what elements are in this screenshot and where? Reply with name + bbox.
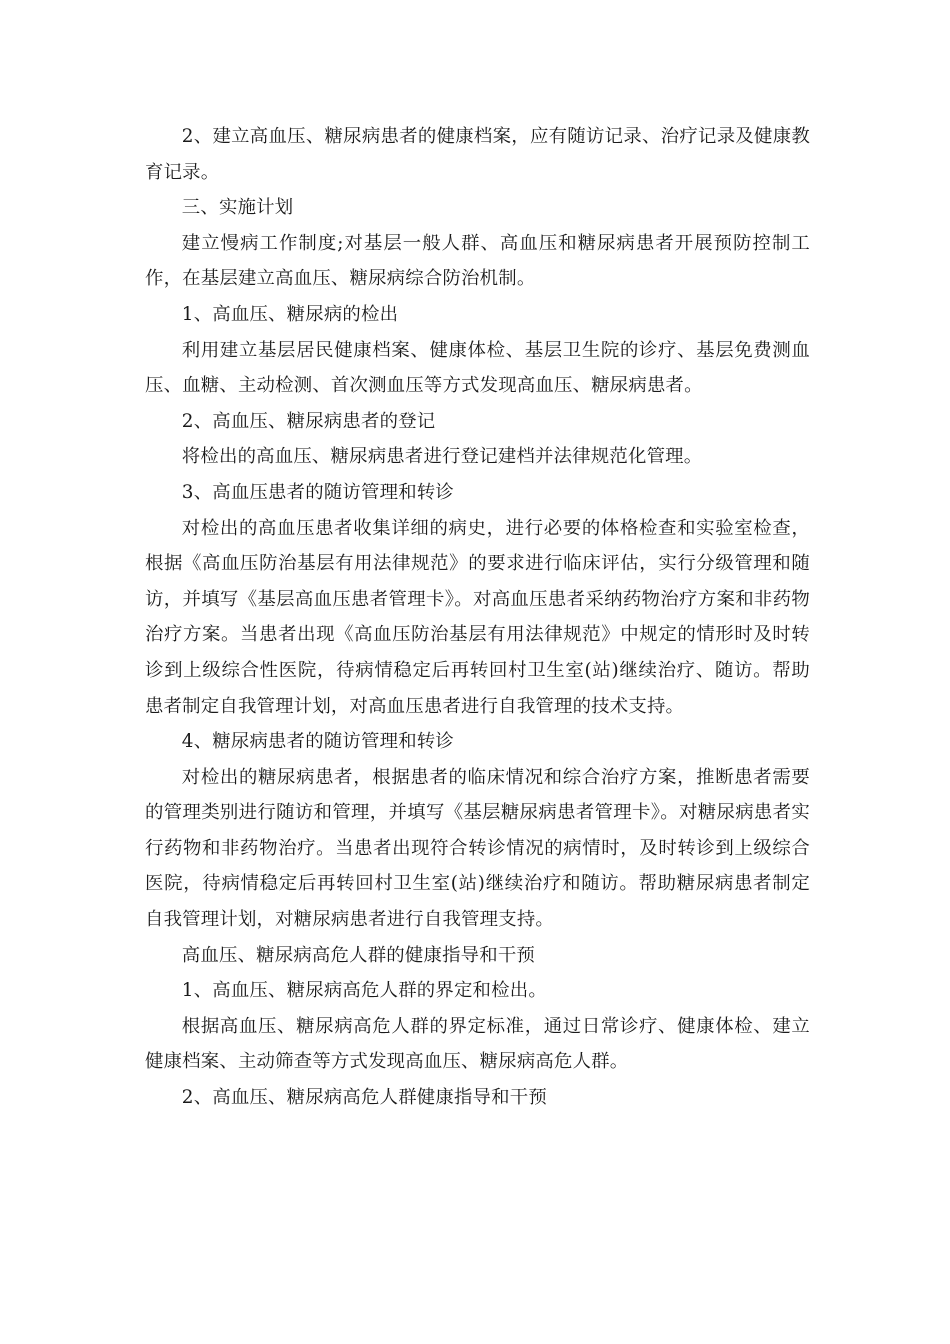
paragraph-work-system: 建立慢病工作制度;对基层一般人群、高血压和糖尿病患者开展预防控制工作，在基层建立高血压、糖尿病综合防治机制。 bbox=[145, 232, 810, 290]
heading-diabetes-followup: 4、糖尿病患者的随访管理和转诊 bbox=[181, 731, 454, 753]
heading-hypertension-followup: 3、高血压患者的随访管理和转诊 bbox=[181, 481, 454, 503]
paragraph-high-risk-detection: 根据高血压、糖尿病高危人群的界定标准，通过日常诊疗、健康体检、建立健康档案、主动筛查等方式发现高血压、糖尿病高危人群。 bbox=[145, 1015, 810, 1073]
paragraph-archive-records: 2、建立高血压、糖尿病患者的健康档案，应有随访记录、治疗记录及健康教育记录。 bbox=[145, 126, 810, 183]
heading-high-risk-definition: 1、高血压、糖尿病高危人群的界定和检出。 bbox=[181, 980, 547, 1002]
heading-implementation-plan: 三、实施计划 bbox=[181, 197, 294, 219]
heading-high-risk-intervention: 2、高血压、糖尿病高危人群健康指导和干预 bbox=[181, 1087, 547, 1109]
heading-high-risk-guidance: 高血压、糖尿病高危人群的健康指导和干预 bbox=[181, 944, 536, 966]
document-body bbox=[145, 119, 810, 1116]
paragraph-detection-methods: 利用建立基层居民健康档案、健康体检、基层卫生院的诊疗、基层免费测血压、血糖、主动检测、首次测血压等方式发现高血压、糖尿病患者。 bbox=[145, 339, 810, 397]
heading-detection: 1、高血压、糖尿病的检出 bbox=[181, 303, 399, 325]
paragraph-diabetes-followup: 对检出的糖尿病患者，根据患者的临床情况和综合治疗方案，推断患者需要的管理类别进行随访和管理，并填写《基层糖尿病患者管理卡》。对糖尿病患者实行药物和非药物治疗。当患者出现符合转诊情况的病情时，及时转诊到上级综合医院，待病情稳定后再转回村卫生室(站)继续治疗和随访。帮助糖尿病患者制定自我管理计划，对糖尿病患者进行自我管理支持。 bbox=[145, 766, 810, 931]
paragraph-hypertension-followup: 对检出的高血压患者收集详细的病史，进行必要的体格检查和实验室检查，根据《高血压防治基层有用法律规范》的要求进行临床评估，实行分级管理和随访，并填写《基层高血压患者管理卡》。对高血压患者采纳药物治疗方案和非药物治疗方案。当患者出现《高血压防治基层有用法律规范》中规定的情形时及时转诊到上级综合性医院，待病情稳定后再转回村卫生室(站)继续治疗、随访。帮助患者制定自我管理计划，对高血压患者进行自我管理的技术支持。 bbox=[145, 517, 810, 717]
heading-registration: 2、高血压、糖尿病患者的登记 bbox=[181, 410, 436, 432]
paragraph-registration: 将检出的高血压、糖尿病患者进行登记建档并法律规范化管理。 bbox=[181, 446, 703, 468]
